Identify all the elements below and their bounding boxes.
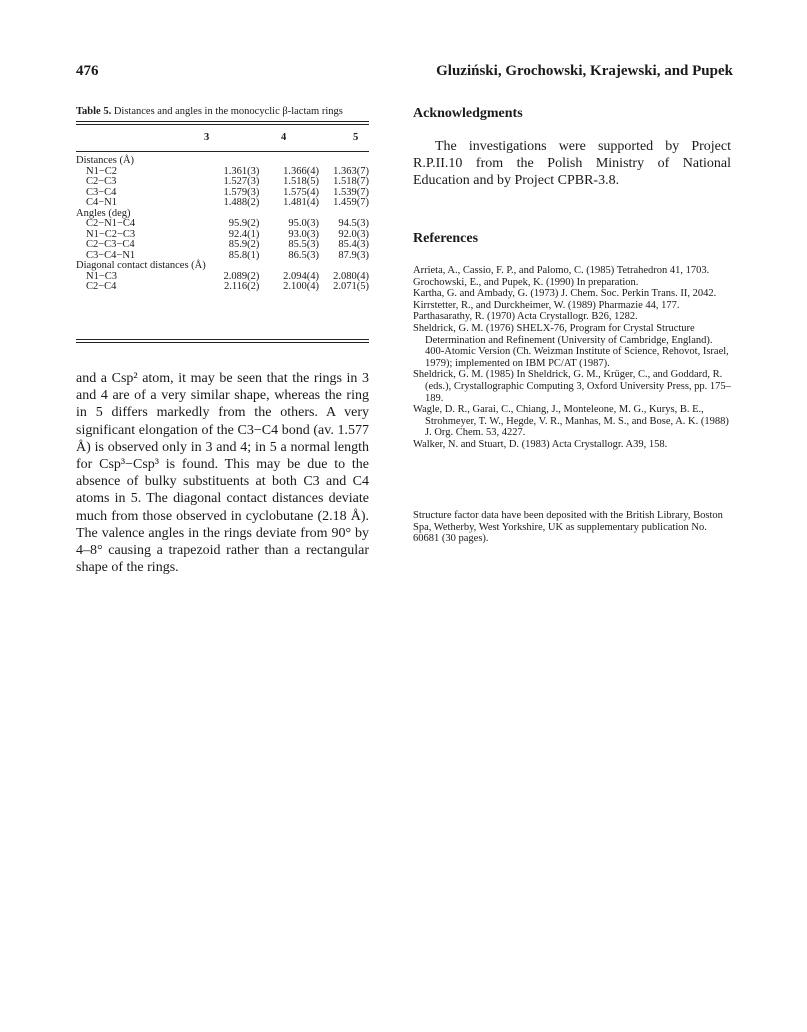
table-cell: 92.4(1) (228, 228, 260, 240)
reference-item: Walker, N. and Stuart, D. (1983) Acta Crystallogr. A39, 158. (413, 438, 668, 450)
table-row (76, 219, 369, 230)
table-row (76, 261, 369, 272)
table-cell: 87.9(3) (338, 249, 369, 261)
row-label: C4−N1 (86, 197, 118, 208)
data-table (76, 156, 369, 293)
reference-item: Kirrstetter, R., and Durckheimer, W. (1989) Pharmazie 44, 177. (413, 299, 680, 311)
table-cell: 2.071(5) (333, 281, 369, 292)
table-cell: 1.481(4) (283, 197, 319, 208)
table-cell: 95.9(2) (228, 218, 260, 229)
table-cell: 85.8(1) (228, 249, 260, 261)
table-cell: 2.116(2) (223, 281, 260, 292)
table-cell (259, 156, 319, 167)
row-label: C2−C4 (86, 281, 117, 292)
table-cell: 2.089(2) (223, 270, 260, 282)
table-row (76, 282, 369, 293)
table-caption-text: Distances and angles in the monocyclic β-lactam rings (113, 106, 343, 117)
table-cell: 1.527(3) (223, 176, 260, 187)
table-cell: 95.0(3) (288, 218, 319, 229)
table-cell: 93.0(3) (288, 228, 319, 240)
acknowledgments-text: The investigations were supported by Project R.P.II.10 from the Polish Ministry of National Education and by Project CPBR-3.8. (413, 139, 731, 188)
table-cell (206, 156, 260, 167)
table-cell: 85.9(2) (228, 239, 260, 250)
table-cell: 1.363(7) (333, 165, 369, 177)
row-label: C2−C3 (86, 176, 117, 187)
table-cell: 1.518(7) (333, 176, 369, 187)
table-column-header: 4 (281, 132, 287, 143)
table-cell: 2.080(4) (333, 270, 369, 282)
table-row (76, 156, 369, 167)
table-cell: 1.459(7) (333, 197, 369, 208)
row-label: C2−N1−C4 (86, 218, 136, 229)
reference-item: Arrieta, A., Cassio, F. P., and Palomo, C. (1985) Tetrahedron 41, 1703. (413, 265, 710, 276)
table-cell: 1.366(4) (283, 165, 319, 177)
table-top-rule (76, 121, 369, 122)
table-row (76, 167, 369, 178)
table-cell: 2.094(4) (283, 270, 319, 282)
table-cell: 85.5(3) (288, 239, 319, 250)
table-column-header: 3 (204, 132, 210, 143)
row-label: N1−C2−C3 (86, 228, 136, 240)
row-label: Diagonal contact distances (Å) (76, 260, 206, 271)
table-row (76, 272, 369, 283)
page-number: 476 (76, 63, 99, 79)
reference-item: Kartha, G. and Ambady, G. (1973) J. Chem. Soc. Perkin Trans. II, 2042. (413, 288, 717, 300)
table-top-rule-2 (76, 124, 369, 125)
reference-item: Sheldrick, G. M. (1976) SHELX-76, Program for Crystal Structure Determination and Refinement (University of Cambridge, England). 400-Atomic Version (Ch. Weizman Institute of Science, Rehovot, Israel, 1979); implemented on IBM PC/AT (1987). (413, 322, 729, 369)
row-label: C3−C4 (86, 186, 117, 198)
table-caption (76, 106, 343, 117)
table-cell: 1.575(4) (283, 186, 319, 198)
references-list (413, 265, 731, 451)
table-cell (206, 261, 260, 272)
table-bottom-rule-2 (76, 342, 369, 343)
row-label: Distances (Å) (76, 155, 135, 166)
reference-item: Wagle, D. R., Garai, C., Chiang, J., Monteleone, M. G., Kurys, B. E., Strohmeyer, T. W., Hegde, V. R., Manhas, M. S., and Bose, A. K. (1988) J. Org. Chem. 53, 4227. (413, 404, 729, 439)
reference-item: Grochowski, E., and Pupek, K. (1990) In preparation. (413, 276, 639, 288)
table-cell: 85.4(3) (338, 239, 369, 250)
table-cell: 1.518(5) (283, 176, 319, 187)
table-row (76, 188, 369, 199)
reference-item: Parthasarathy, R. (1970) Acta Crystallogr. B26, 1282. (413, 311, 638, 323)
table-cell (319, 156, 369, 167)
table-cell: 86.5(3) (288, 249, 319, 261)
table-cell: 2.100(4) (283, 281, 319, 292)
table-cell: 1.488(2) (223, 197, 260, 208)
table-cell: 1.579(3) (223, 186, 260, 198)
row-label: N1−C2 (86, 165, 118, 177)
table-row (76, 198, 369, 209)
table-cell: 92.0(3) (338, 228, 369, 240)
row-label: N1−C3 (86, 270, 118, 282)
table-cell (259, 261, 319, 272)
table-cell: 1.539(7) (333, 186, 369, 198)
reference-item: Sheldrick, G. M. (1985) In Sheldrick, G. M., Krüger, C., and Goddard, R. (eds.), Crystallographic Computing 3, Oxford University Press, pp. 175–189. (413, 369, 731, 404)
table-bottom-rule (76, 339, 369, 340)
table-cell: 94.5(3) (338, 218, 369, 229)
running-header-authors: Gluziński, Grochowski, Krajewski, and Pupek (436, 63, 733, 79)
table-row (76, 240, 369, 251)
table-row (76, 177, 369, 188)
references-heading: References (413, 231, 479, 246)
body-paragraph: and a Csp² atom, it may be seen that the rings in 3 and 4 are of a very similar shape, whereas the ring in 5 differs markedly from the others. A very significant elongation of the C3−C4 bond (av. 1.577 Å) is observed only in 3 and 4; in 5 a normal length for Csp³−Csp³ is found. This may be due to the absence of bulky substituents at both C3 and C4 atoms in 5. The diagonal contact distances deviate much from those observed in cyclobutane (2.18 Å). The valence angles in the rings deviate from 90° by 4–8° causing a trapezoid rather than a rectangular shape of the rings. (76, 371, 369, 576)
row-label: C3−C4−N1 (86, 249, 136, 261)
table-cell: 1.361(3) (223, 165, 260, 177)
table-column-header: 5 (353, 132, 359, 143)
acknowledgments-heading: Acknowledgments (413, 106, 523, 121)
table-label: Table 5. (76, 106, 112, 117)
table-cell (319, 261, 369, 272)
deposit-note: Structure factor data have been deposited with the British Library, Boston Spa, Wetherby, West Yorkshire, UK as supplementary publication No. 60681 (30 pages). (413, 510, 723, 545)
row-label: Angles (deg) (76, 207, 131, 219)
row-label: C2−C3−C4 (86, 239, 135, 250)
table-header-rule (76, 151, 369, 152)
